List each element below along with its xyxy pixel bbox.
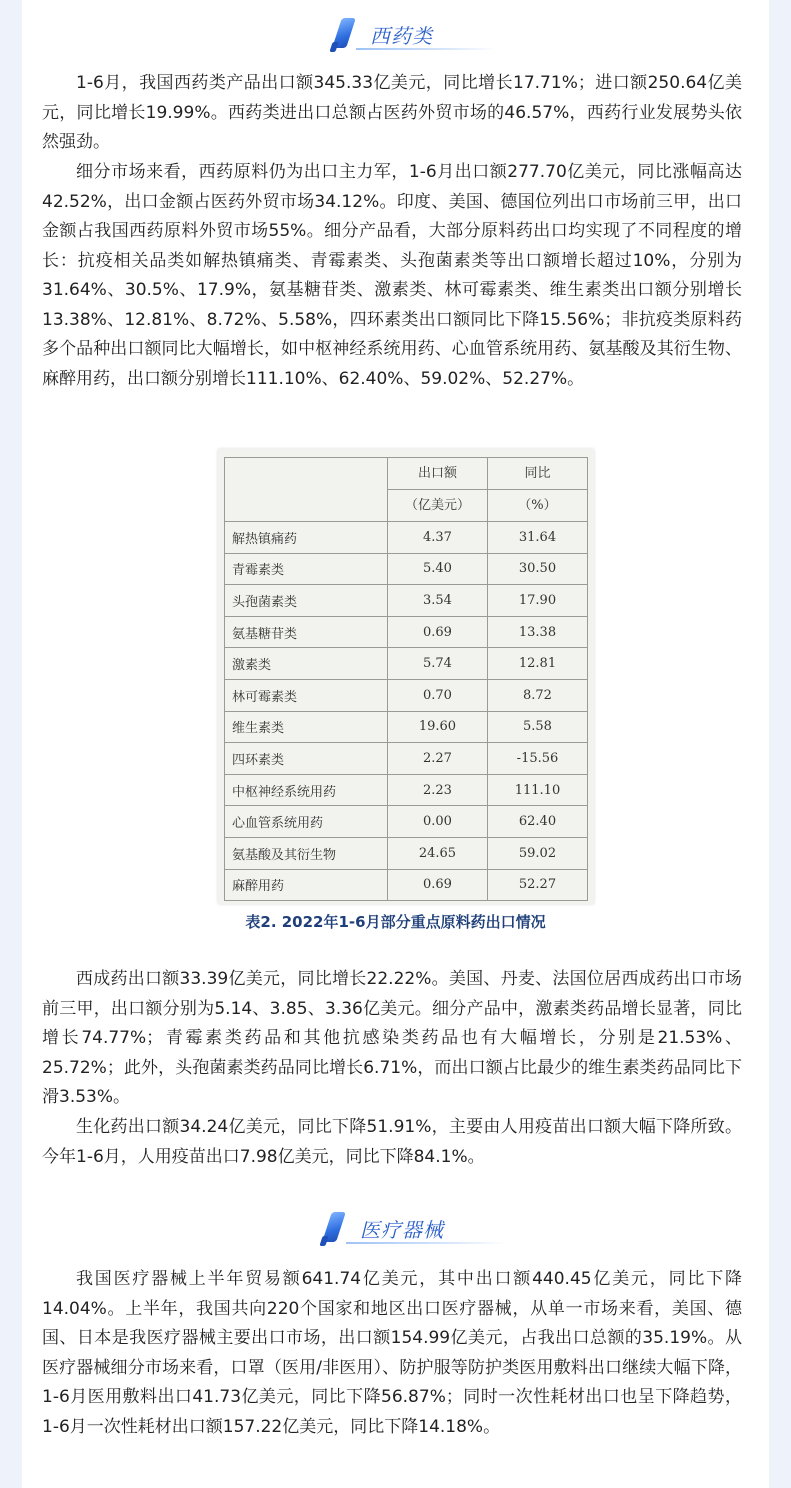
table-caption: 表2. 2022年1-6月部分重点原料药出口情况 — [245, 913, 546, 931]
paragraph-finished-drugs: 西成药出口额33.39亿美元，同比增长22.22%。美国、丹麦、法国位居西成药出口市场前三甲，出口额分别为5.14、3.85、3.36亿美元。细分产品中，激素类药品增长显著，同比增长74.77%；青霉素类药品和其他抗感染类药品也有大幅增长，分别是21.53%、25.72%；此外，头孢菌素类药品同比增长6.71%，而出口额占比最少的维生素类药品同比下滑3.53%。 — [42, 969, 742, 1107]
section-underline — [356, 48, 496, 50]
table-header-row — [225, 458, 588, 490]
row-yoy: 52.27 — [487, 869, 587, 901]
row-name: 激素类 — [225, 648, 388, 680]
row-yoy: 8.72 — [487, 679, 587, 711]
row-name: 林可霉素类 — [225, 679, 388, 711]
paragraph-biochemical: 生化药出口额34.24亿美元，同比下降51.91%，主要由人用疫苗出口额大幅下降所致。今年1-6月，人用疫苗出口7.98亿美元，同比下降84.1%。 — [42, 1117, 742, 1167]
row-yoy: 30.50 — [487, 553, 587, 585]
header-export-unit: （亿美元） — [387, 490, 487, 522]
row-export: 2.27 — [387, 743, 487, 775]
header-yoy: 同比 — [487, 458, 587, 490]
row-name: 四环素类 — [225, 743, 388, 775]
table-row — [225, 837, 588, 869]
row-yoy: 31.64 — [487, 522, 587, 554]
row-export: 4.37 — [387, 522, 487, 554]
raw-material-export-table — [218, 449, 594, 904]
data-table — [224, 457, 588, 901]
section-header-western-medicine — [22, 14, 769, 54]
section-underline — [346, 1242, 506, 1244]
paragraph-western-overview: 1-6月，我国西药类产品出口额345.33亿美元，同比增长17.71%；进口额250.64亿美元，同比增长19.99%。西药类进出口总额占医药外贸市场的46.57%，西药行业发展势头依然强劲。 — [42, 73, 742, 152]
table-header-blank — [225, 458, 388, 522]
section-title: 西药类 — [370, 24, 433, 48]
table-row — [225, 711, 588, 743]
table-row — [225, 648, 588, 680]
row-export: 0.69 — [387, 869, 487, 901]
section-header-medical-devices — [22, 1208, 769, 1248]
row-export: 19.60 — [387, 711, 487, 743]
header-export: 出口额 — [387, 458, 487, 490]
row-name: 心血管系统用药 — [225, 806, 388, 838]
row-export: 0.70 — [387, 679, 487, 711]
row-export: 3.54 — [387, 585, 487, 617]
row-name: 氨基酸及其衍生物 — [225, 837, 388, 869]
row-yoy: 17.90 — [487, 585, 587, 617]
article-page — [22, 0, 769, 1488]
row-name: 维生素类 — [225, 711, 388, 743]
row-export: 5.74 — [387, 648, 487, 680]
row-name: 头孢菌素类 — [225, 585, 388, 617]
table-row — [225, 774, 588, 806]
row-yoy: 62.40 — [487, 806, 587, 838]
table-row — [225, 869, 588, 901]
row-name: 氨基糖苷类 — [225, 616, 388, 648]
table-row — [225, 679, 588, 711]
row-name: 解热镇痛药 — [225, 522, 388, 554]
row-yoy: 5.58 — [487, 711, 587, 743]
section-title: 医疗器械 — [360, 1218, 444, 1242]
row-yoy: -15.56 — [487, 743, 587, 775]
table-row — [225, 522, 588, 554]
table-row — [225, 585, 588, 617]
row-name: 中枢神经系统用药 — [225, 774, 388, 806]
row-yoy: 111.10 — [487, 774, 587, 806]
table-row — [225, 743, 588, 775]
row-export: 24.65 — [387, 837, 487, 869]
paragraph-raw-materials: 细分市场来看，西药原料仍为出口主力军，1-6月出口额277.70亿美元，同比涨幅高达42.52%，出口金额占医药外贸市场34.12%。印度、美国、德国位列出口市场前三甲，出口金额占我国西药原料外贸市场55%。细分产品看，大部分原料药出口均实现了不同程度的增长：抗疫相关品类如解热镇痛类、青霉素类、头孢菌素类等出口额增长超过10%，分别为31.64%、30.5%、17.9%，氨基糖苷类、激素类、林可霉素类、维生素类出口额分别增长13.38%、12.81%、8.72%、5.58%，四环素类出口额同比下降15.56%；非抗疫类原料药多个品种出口额同比大幅增长，如中枢神经系统用药、心血管系统用药、氨基酸及其衍生物、麻醉用药，出口额分别增长111.10%、62.40%、59.02%、52.27%。 — [42, 162, 742, 389]
table-row — [225, 553, 588, 585]
table-row — [225, 616, 588, 648]
header-yoy-unit: （%） — [487, 490, 587, 522]
row-export: 0.69 — [387, 616, 487, 648]
row-name: 麻醉用药 — [225, 869, 388, 901]
row-export: 0.00 — [387, 806, 487, 838]
paragraph-medical-devices: 我国医疗器械上半年贸易额641.74亿美元，其中出口额440.45亿美元，同比下降14.04%。上半年，我国共向220个国家和地区出口医疗器械，从单一市场来看，美国、德国、日本是我医疗器械主要出口市场，出口额154.99亿美元，占我出口总额的35.19%。从医疗器械细分市场来看，口罩（医用/非医用）、防护服等防护类医用敷料出口继续大幅下降，1-6月医用敷料出口41.73亿美元，同比下降56.87%；同时一次性耗材出口也呈下降趋势，1-6月一次性耗材出口额157.22亿美元，同比下降14.18%。 — [42, 1269, 742, 1437]
row-yoy: 12.81 — [487, 648, 587, 680]
table-row — [225, 806, 588, 838]
row-export: 5.40 — [387, 553, 487, 585]
row-export: 2.23 — [387, 774, 487, 806]
row-yoy: 13.38 — [487, 616, 587, 648]
row-yoy: 59.02 — [487, 837, 587, 869]
row-name: 青霉素类 — [225, 553, 388, 585]
